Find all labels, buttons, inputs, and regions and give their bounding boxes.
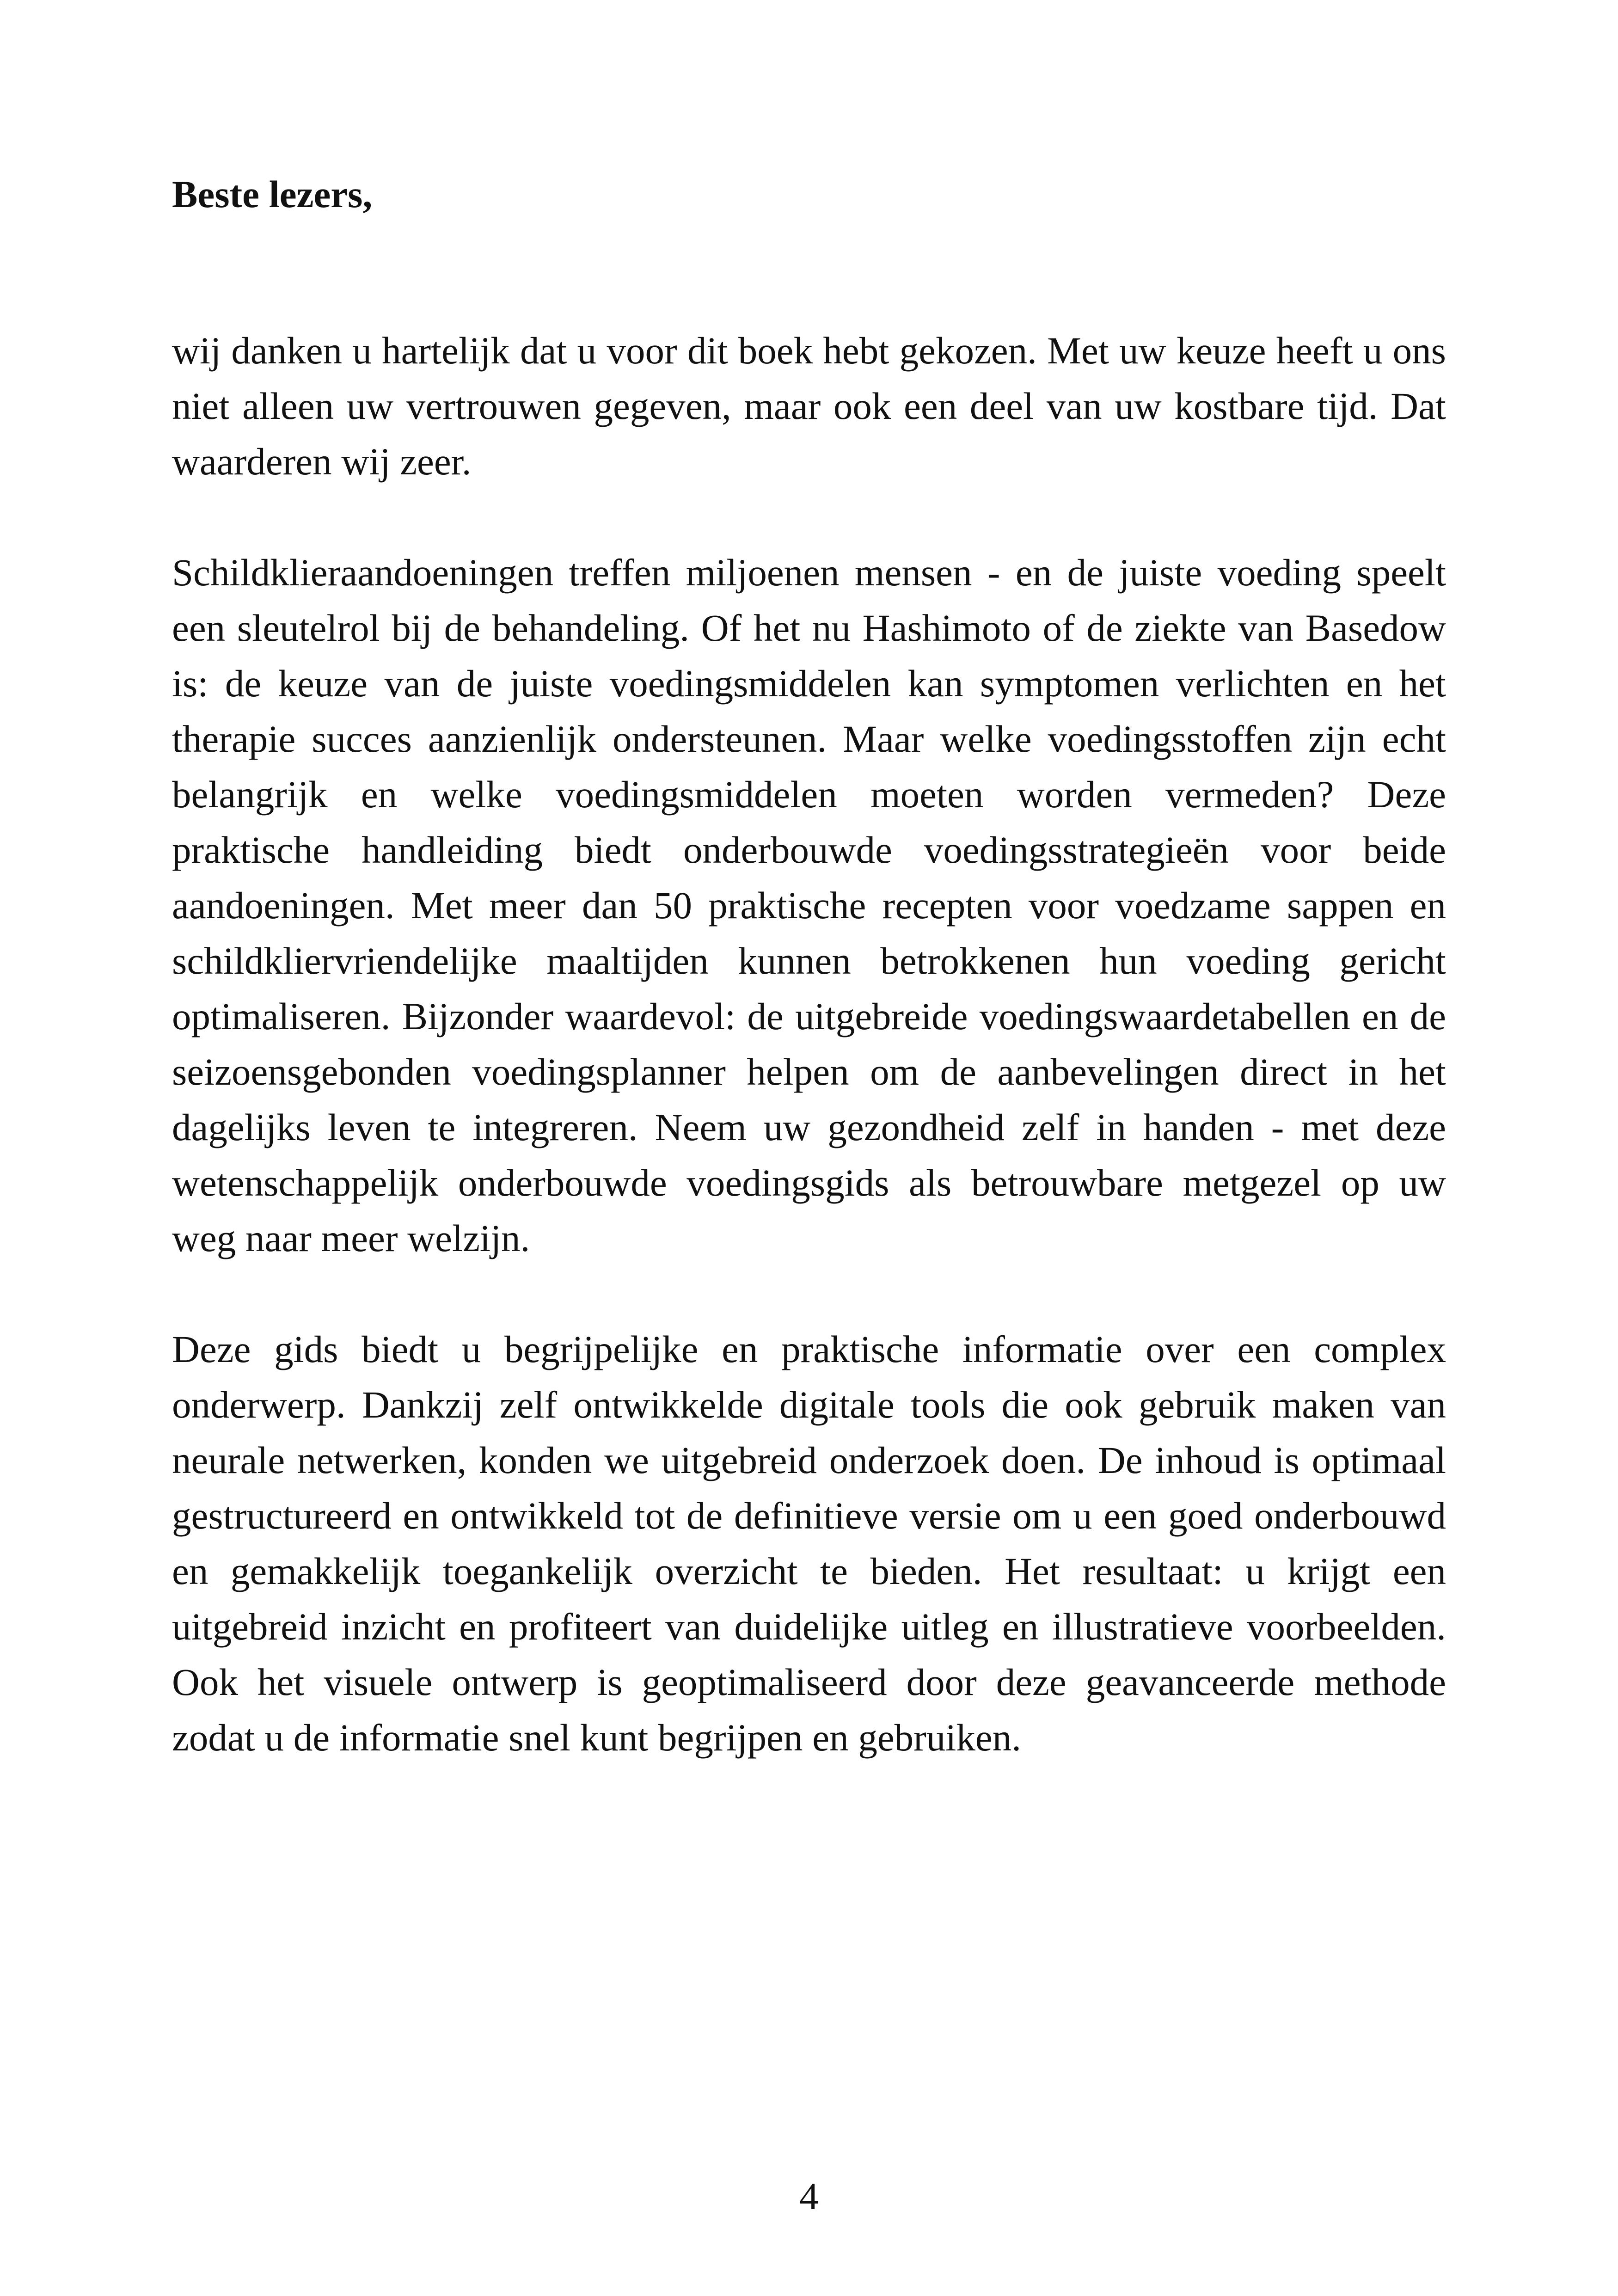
- page-number: 4: [799, 2175, 819, 2217]
- page-body: [172, 171, 1446, 1765]
- paragraph-guide-method: Deze gids biedt u begrijpelijke en praktische informatie over een complex onderwerp. Dankzij zelf ontwikkelde digitale tools die ook gebruik maken van neurale netwerken, konden we uitgebreid onderzoek doen. De inhoud is optimaal gestructureerd en ontwikkeld tot de definitieve versie om u een goed onderbouwd en gemakkelijk toegankelijk overzicht te bieden. Het resultaat: u krijgt een uitgebreid inzicht en profiteert van duidelijke uitleg en illustratieve voorbeelden. Ook het visuele ontwerp is geoptimaliseerd door deze geavanceerde methode zodat u de informatie snel kunt begrijpen en gebruiken.: [172, 1328, 1446, 1759]
- salutation-heading: Beste lezers,: [172, 173, 373, 215]
- paragraph-thanks: wij danken u hartelijk dat u voor dit boek hebt gekozen. Met uw keuze heeft u ons niet alleen uw vertrouwen gegeven, maar ook een deel van uw kostbare tijd. Dat waarderen wij zeer.: [172, 329, 1446, 483]
- paragraph-thyroid-nutrition: Schildklieraandoeningen treffen miljoenen mensen - en de juiste voeding speelt een sleutelrol bij de behandeling. Of het nu Hashimoto of de ziekte van Basedow is: de keuze van de juiste voedingsmiddelen kan symptomen verlichten en het therapie succes aanzienlijk ondersteunen. Maar welke voedingsstoffen zijn echt belangrijk en welke voedingsmiddelen moeten worden vermeden? Deze praktische handleiding biedt onderbouwde voedingsstrategieën voor beide aandoeningen. Met meer dan 50 praktische recepten voor voedzame sappen en schildkliervriendelijke maaltijden kunnen betrokkenen hun voeding gericht optimaliseren. Bijzonder waardevol: de uitgebreide voedingswaardetabellen en de seizoensgebonden voedingsplanner helpen om de aanbevelingen direct in het dagelijks leven te integreren. Neem uw gezondheid zelf in handen - met deze wetenschappelijk onderbouwde voedingsgids als betrouwbare metgezel op uw weg naar meer welzijn.: [172, 551, 1446, 1259]
